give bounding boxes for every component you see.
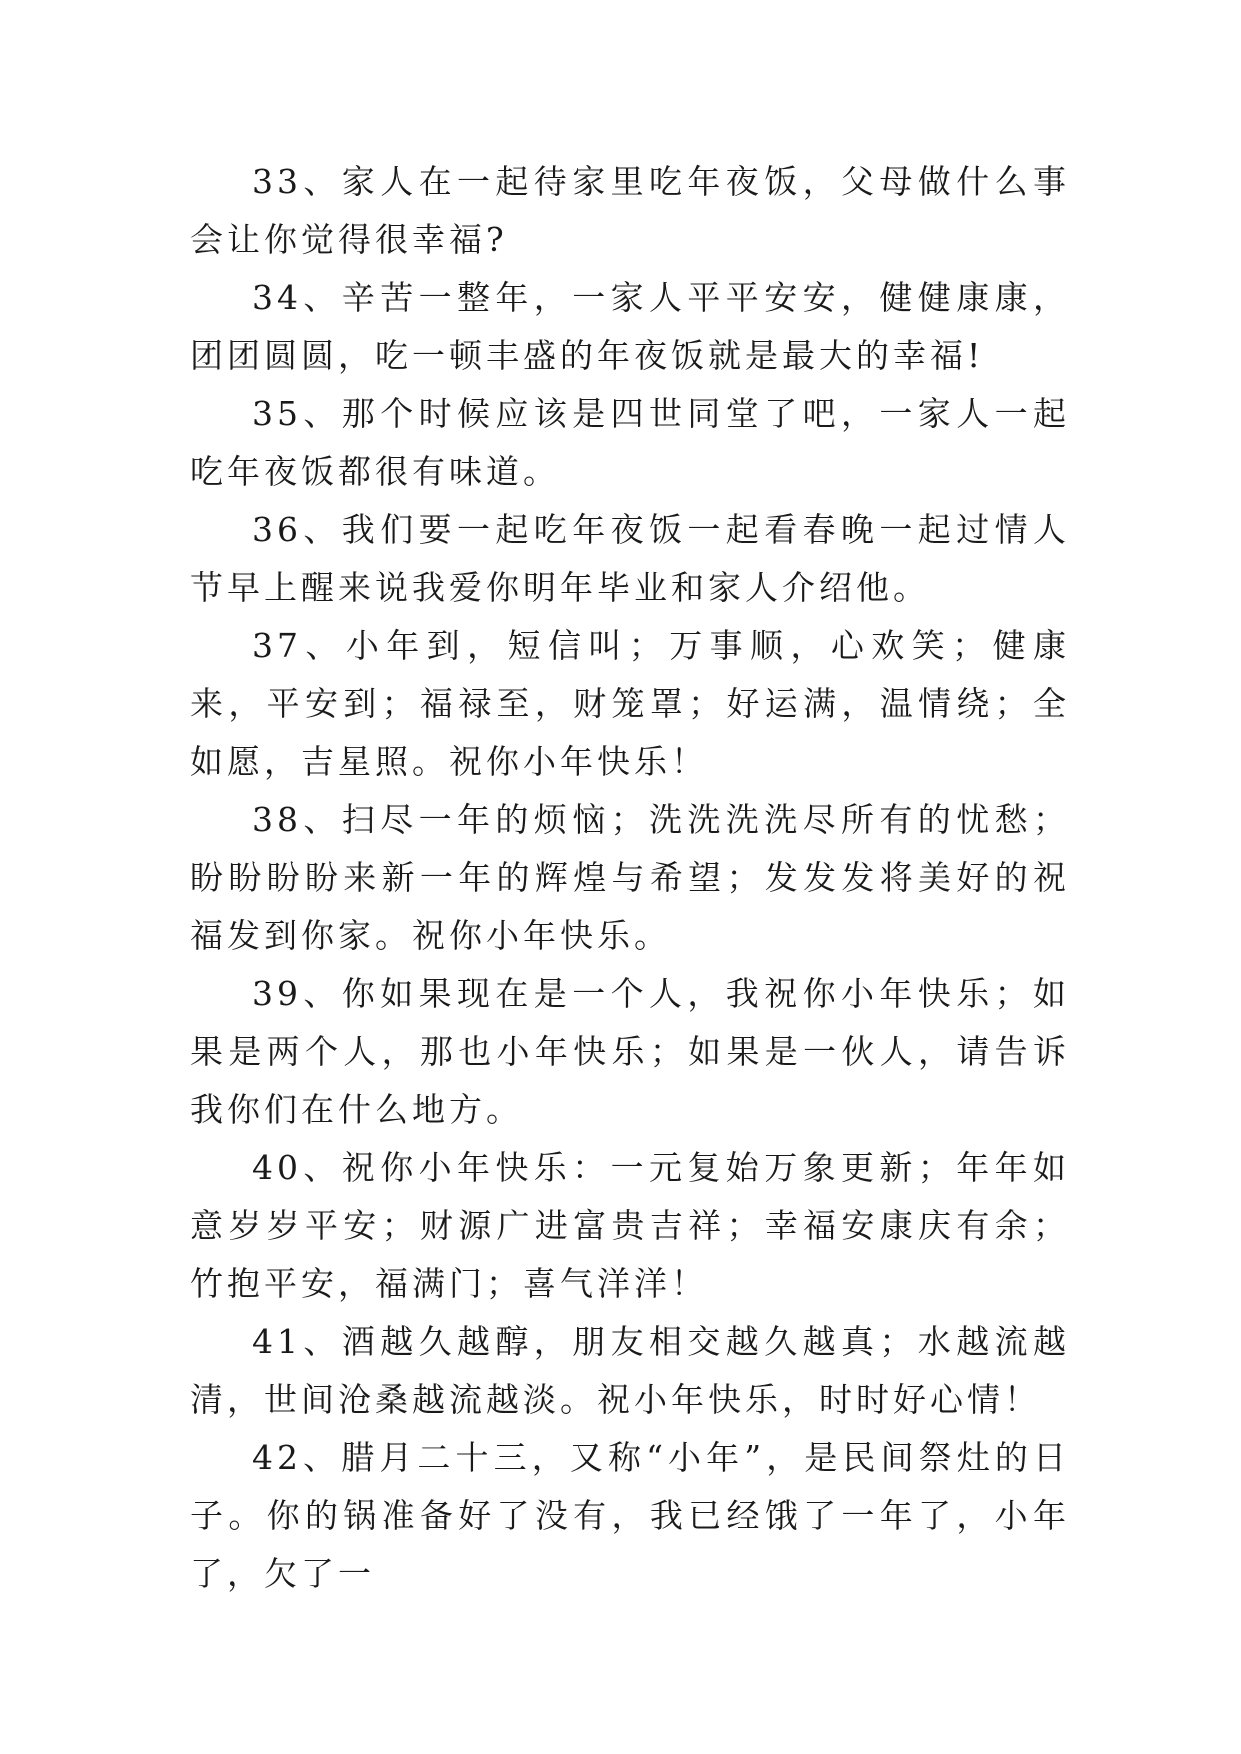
paragraph-41: 41、酒越久越醇，朋友相交越久越真；水越流越清，世间沧桑越流越淡。祝小年快乐，时时好心情！ [190,1322,1070,1419]
paragraph-42: 42、腊月二十三，又称“小年”，是民间祭灶的日子。你的锅准备好了没有，我已经饿了一年了，小年了，欠了一 [190,1438,1070,1593]
paragraph-34: 34、辛苦一整年，一家人平平安安，健健康康，团团圆圆，吃一顿丰盛的年夜饭就是最大的幸福! [190,278,1070,375]
paragraph-38: 38、扫尽一年的烦恼；洗洗洗洗尽所有的忧愁；盼盼盼盼来新一年的辉煌与希望；发发发将美好的祝福发到你家。祝你小年快乐。 [190,800,1070,955]
paragraph-33: 33、家人在一起待家里吃年夜饭，父母做什么事会让你觉得很幸福? [190,162,1070,259]
paragraph-40: 40、祝你小年快乐：一元复始万象更新；年年如意岁岁平安；财源广进富贵吉祥；幸福安康庆有余；竹抱平安，福满门；喜气洋洋！ [190,1148,1070,1303]
paragraph-36: 36、我们要一起吃年夜饭一起看春晚一起过情人节早上醒来说我爱你明年毕业和家人介绍他。 [190,510,1070,607]
document-body [190,153,1070,1603]
paragraph-39: 39、你如果现在是一个人，我祝你小年快乐；如果是两个人，那也小年快乐；如果是一伙人，请告诉我你们在什么地方。 [190,974,1070,1129]
paragraph-35: 35、那个时候应该是四世同堂了吧，一家人一起吃年夜饭都很有味道。 [190,394,1070,491]
paragraph-37: 37、小年到，短信叫；万事顺，心欢笑；健康来，平安到；福禄至，财笼罩；好运满，温情绕；全如愿，吉星照。祝你小年快乐！ [190,626,1070,781]
